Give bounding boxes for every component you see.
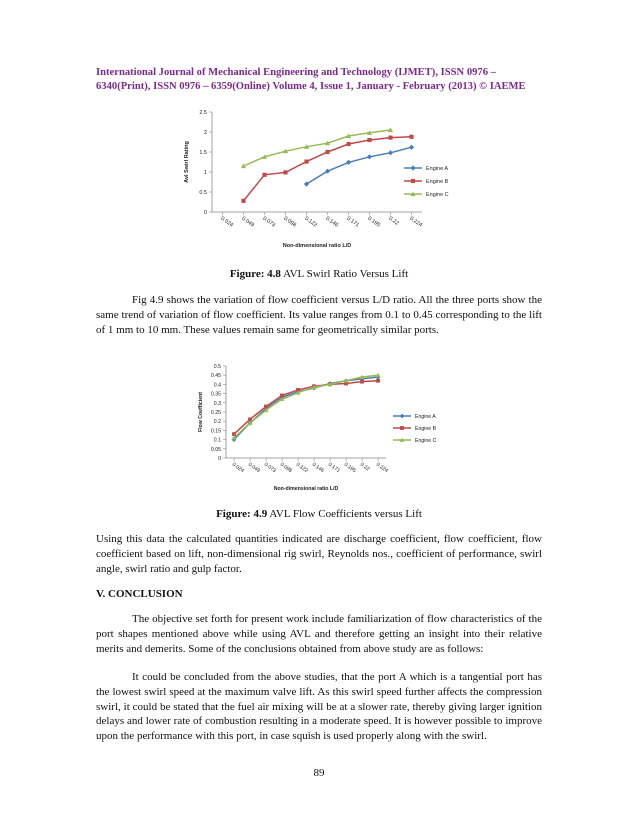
x-tick-label: 0.073 — [261, 215, 277, 229]
legend-marker — [400, 414, 405, 419]
legend-label: Engine C — [426, 192, 449, 198]
y-tick-label: 0.15 — [210, 428, 221, 435]
x-tick-label: 0.122 — [303, 215, 319, 229]
x-tick-label: 0.098 — [278, 461, 293, 475]
y-tick-label: 0.4 — [213, 382, 221, 389]
y-tick-label: 0.05 — [210, 446, 221, 453]
x-tick-label: 0.171 — [326, 461, 341, 475]
y-tick-label: 1 — [203, 170, 207, 176]
x-tick-label: 0.122 — [294, 461, 309, 475]
series-line-engine-a — [234, 377, 378, 440]
data-point — [241, 199, 245, 203]
y-tick-label: 0.2 — [213, 419, 221, 426]
legend-marker — [411, 179, 415, 183]
legend-label: Engine A — [415, 414, 436, 420]
series-line-engine-c — [234, 375, 378, 438]
y-tick-label: 2.5 — [199, 110, 207, 116]
paragraph-flow-coefficient: Fig 4.9 shows the variation of flow coefficient versus L/D ratio. All the three ports show the same trend of variation of flow coefficient. Its value ranges from 0.1 to 0.45 corresponding to the lift of 1 mm to 10 mm. These values remain same for geometrically similar ports. — [96, 294, 542, 336]
data-point — [376, 379, 380, 383]
x-tick-label: 0.146 — [324, 215, 340, 229]
y-tick-label: 0.1 — [213, 437, 221, 444]
legend-marker — [400, 426, 404, 430]
paragraph-conclusion-port-a: It could be concluded from the above studies, that the port A which is a tangential port has the lowest swirl speed at the maximum valve lift. As this swirl speed further affects the compression swirl, it could be stated that the fuel air mixing will be at a slower rate, thereby giving larger ignition delays and lower rate of combustion resulting in a moderate speed. It is however possible to improve upon the performance with this port, in case squish is used properly along with the swirl. — [96, 671, 542, 743]
y-tick-label: 0.25 — [210, 410, 221, 416]
y-tick-label: 1.5 — [199, 150, 207, 156]
data-point — [304, 160, 308, 164]
x-tick-label: 0.22 — [358, 461, 371, 473]
x-tick-label: 0.22 — [387, 215, 400, 227]
data-point — [388, 150, 393, 155]
y-tick-label: 0.5 — [199, 190, 207, 196]
figure-4-8-text: AVL Swirl Ratio Versus Lift — [280, 268, 409, 280]
x-axis-label: Non-dimensional ratio L/D — [273, 486, 339, 492]
journal-header-line-1: International Journal of Mechanical Engineering and Technology (IJMET), ISSN 0976 – — [96, 67, 496, 78]
data-point — [409, 145, 414, 150]
series-line-engine-c — [244, 130, 391, 166]
x-tick-label: 0.073 — [262, 461, 277, 475]
data-point — [388, 136, 392, 140]
y-tick-label: 0 — [218, 456, 221, 462]
y-axis-label: Avl Swirl Rating — [184, 141, 190, 183]
y-tick-label: 0 — [203, 210, 207, 216]
legend-marker — [410, 165, 415, 170]
y-tick-label: 2 — [203, 130, 207, 136]
figure-4-9-label: Figure: 4.9 — [216, 508, 268, 520]
section-heading-conclusion: V. CONCLUSION — [96, 588, 183, 600]
data-point — [360, 380, 364, 384]
x-tick-label: 0.024 — [219, 215, 235, 229]
y-axis-label: Flow Coefficient — [198, 391, 204, 433]
y-tick-label: 0.45 — [210, 373, 221, 380]
series-line-engine-a — [307, 147, 412, 184]
x-tick-label: 0.224 — [374, 461, 389, 475]
data-point — [346, 142, 350, 146]
paragraph-calculated-quantities: Using this data the calculated quantities indicated are discharge coefficient, flow coefficient, flow coefficient based on lift, non-dimensional rig swirl, Reynolds nos., coefficient of performance, swirl angle, swirl ratio and gulp factor. — [96, 533, 542, 575]
y-tick-label: 0.3 — [213, 400, 221, 407]
data-point — [409, 135, 413, 139]
data-point — [262, 173, 266, 177]
x-tick-label: 0.146 — [310, 461, 325, 475]
data-point — [283, 170, 287, 174]
x-tick-label: 0.049 — [246, 461, 261, 475]
figure-4-9-caption — [0, 508, 638, 520]
series-line-engine-b — [234, 381, 378, 434]
x-tick-label: 0.195 — [342, 461, 357, 475]
data-point — [367, 138, 371, 142]
figure-4-9-text: AVL Flow Coefficients versus Lift — [267, 508, 422, 520]
page-number: 89 — [313, 767, 325, 779]
x-tick-label: 0.098 — [282, 215, 298, 229]
journal-header-line-2: 6340(Print), ISSN 0976 – 6359(Online) Volume 4, Issue 1, January - February (2013) © IAEME — [96, 81, 526, 92]
figure-4-8-caption — [0, 268, 638, 280]
flow-coefficient-chart — [190, 360, 490, 498]
x-tick-label: 0.049 — [240, 215, 256, 229]
x-tick-label: 0.024 — [230, 461, 245, 475]
swirl-rating-chart — [176, 104, 496, 252]
legend-label: Engine C — [415, 438, 437, 444]
figure-4-8-label: Figure: 4.8 — [229, 268, 281, 280]
legend-label: Engine A — [426, 166, 449, 172]
x-tick-label: 0.195 — [366, 215, 382, 229]
data-point — [367, 154, 372, 159]
journal-header — [96, 66, 546, 94]
data-point — [325, 150, 329, 154]
legend-label: Engine B — [426, 179, 449, 185]
x-tick-label: 0.224 — [408, 215, 424, 229]
x-axis-label: Non-dimensional ratio L/D — [282, 243, 352, 249]
x-tick-label: 0.171 — [345, 215, 361, 229]
legend-label: Engine B — [415, 426, 437, 432]
y-tick-label: 0.5 — [213, 364, 221, 370]
data-point — [346, 160, 351, 165]
paragraph-conclusion-intro: The objective set forth for present work include familiarization of flow characteristics of the port shapes mentioned above while using AVL and therefore getting an insight into their relative merits and demerits. Some of the conclusions obtained from above study are as follows: — [96, 613, 542, 655]
y-tick-label: 0.35 — [210, 391, 221, 398]
